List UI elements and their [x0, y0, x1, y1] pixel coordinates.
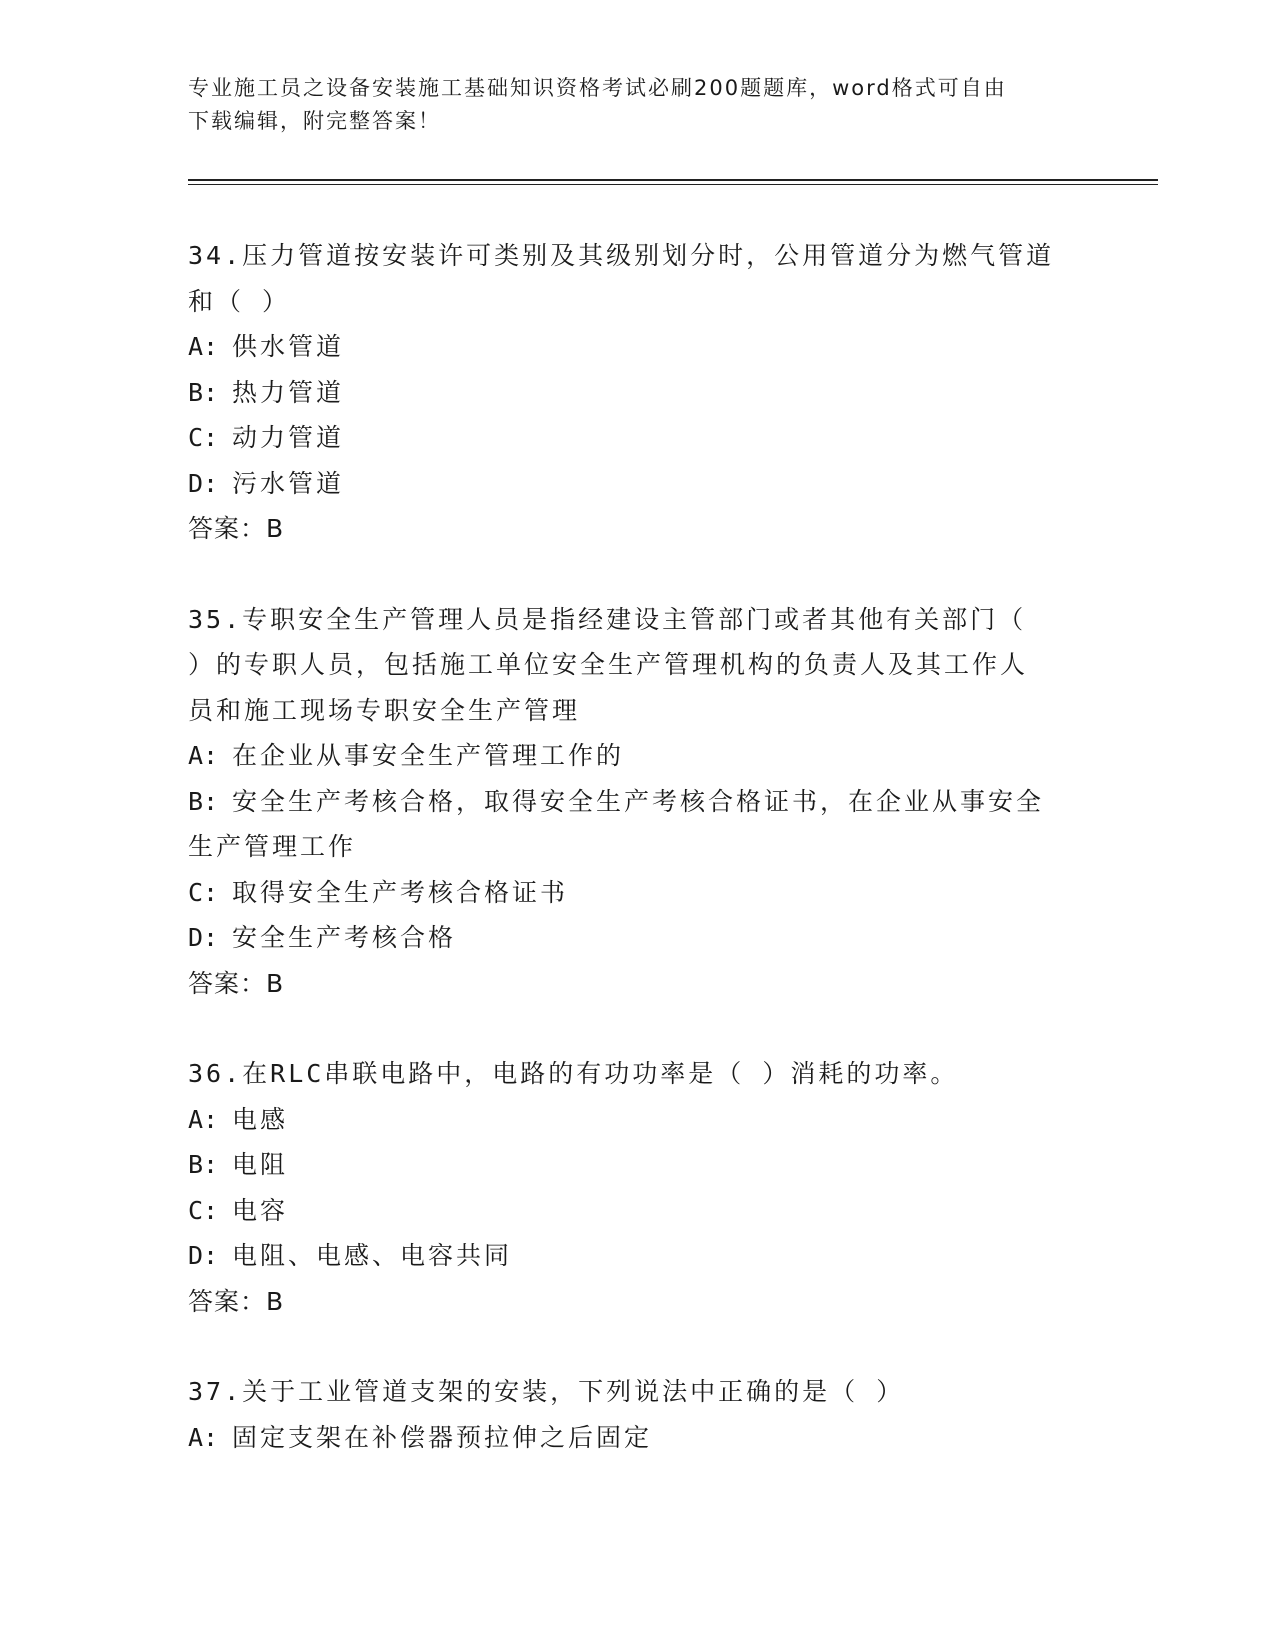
option-letter: C: [188, 877, 219, 907]
answer-label: 答案：B [188, 1286, 285, 1316]
option-text: 电阻、电感、电容共同 [232, 1241, 513, 1270]
option-letter: D: [188, 923, 219, 952]
question-stem: 员和施工现场专职安全生产管理 [188, 695, 581, 725]
option-letter: A: [188, 1104, 219, 1134]
option-a [188, 1415, 1088, 1461]
option-letter: A: [188, 741, 219, 770]
option-text: 在企业从事安全生产管理工作的 [232, 741, 625, 770]
option-b [188, 370, 1088, 416]
option-letter: A: [188, 332, 219, 361]
option-text: 安全生产考核合格，取得安全生产考核合格证书，在企业从事安全 [232, 786, 1045, 816]
header-line-2: 下载编辑，附完整答案！ [188, 109, 441, 133]
answer-label: 答案：B [188, 514, 285, 543]
option-text: 电感 [232, 1104, 289, 1134]
option-a [188, 733, 1088, 779]
option-text: 安全生产考核合格 [232, 923, 457, 952]
option-text: 电容 [232, 1195, 289, 1225]
option-text: 污水管道 [232, 468, 345, 498]
option-a [188, 324, 1088, 370]
question-36 [188, 1051, 1088, 1324]
option-letter: C: [188, 423, 219, 452]
question-34 [188, 233, 1088, 552]
answer-label: 答案：B [188, 968, 285, 998]
question-list [188, 233, 1088, 1505]
question-stem: 37.关于工业管道支架的安装，下列说法中正确的是（ ） [188, 1377, 905, 1406]
question-stem: 36.在RLC串联电路中，电路的有功功率是（ ）消耗的功率。 [188, 1059, 959, 1088]
option-letter: D: [188, 1241, 219, 1270]
question-stem: ）的专职人员，包括施工单位安全生产管理机构的负责人及其工作人 [188, 650, 1029, 679]
option-d [188, 1233, 1088, 1279]
header-rule-thick [188, 179, 1158, 181]
question-stem: 和（ ） [188, 286, 291, 316]
option-c [188, 415, 1088, 461]
option-letter: B: [188, 786, 219, 816]
option-letter: B: [188, 1150, 219, 1179]
option-b-continued: 生产管理工作 [188, 832, 357, 861]
option-b [188, 1142, 1088, 1188]
header-rule-thin [188, 184, 1158, 185]
header-line-1: 专业施工员之设备安装施工基础知识资格考试必刷200题题库，word格式可自由 [188, 76, 1007, 100]
option-d [188, 915, 1088, 961]
option-text: 取得安全生产考核合格证书 [232, 877, 569, 907]
question-37 [188, 1369, 1088, 1460]
option-d [188, 461, 1088, 507]
option-a [188, 1097, 1088, 1143]
option-text: 固定支架在补偿器预拉伸之后固定 [232, 1422, 653, 1452]
option-text: 动力管道 [232, 423, 345, 452]
question-stem: 35.专职安全生产管理人员是指经建设主管部门或者其他有关部门（ [188, 604, 1027, 634]
option-text: 热力管道 [232, 377, 345, 407]
question-35 [188, 597, 1088, 1007]
document-header [188, 72, 1088, 138]
question-stem: 34.压力管道按安装许可类别及其级别划分时，公用管道分为燃气管道 [188, 241, 1055, 270]
option-c [188, 870, 1088, 916]
option-letter: C: [188, 1195, 219, 1225]
option-text: 供水管道 [232, 332, 345, 361]
option-b [188, 779, 1088, 825]
option-c [188, 1188, 1088, 1234]
option-letter: B: [188, 377, 219, 407]
option-text: 电阻 [232, 1150, 289, 1179]
option-letter: D: [188, 468, 219, 498]
option-letter: A: [188, 1422, 219, 1452]
